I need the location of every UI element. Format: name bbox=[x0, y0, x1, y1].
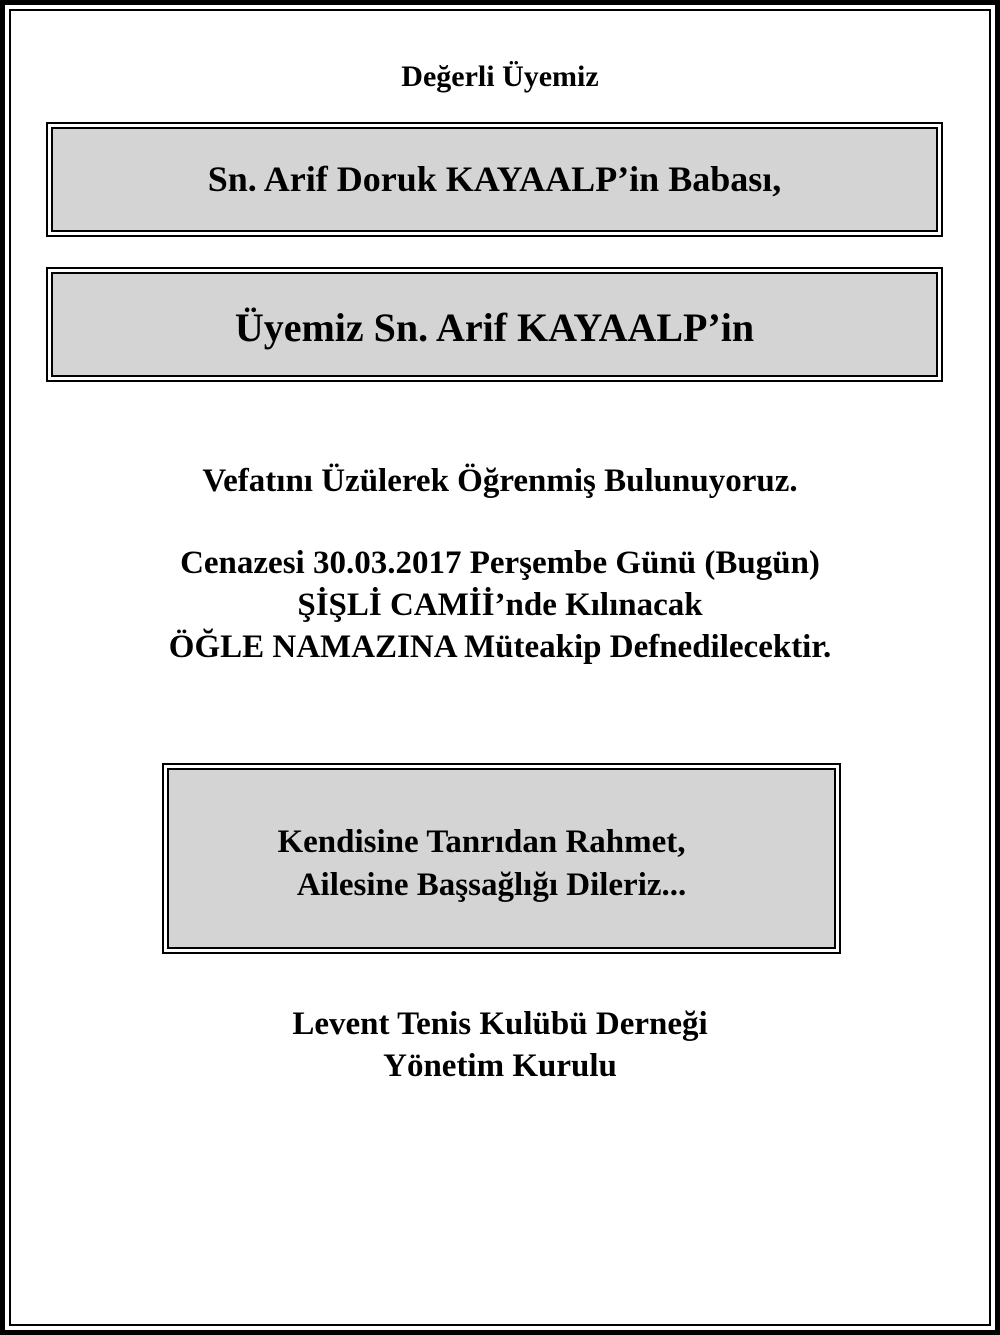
greeting: Değerli Üyemiz bbox=[401, 60, 599, 93]
condolence-box-fill bbox=[167, 768, 836, 949]
funeral-line-3: ÖĞLE NAMAZINA Müteakip Defnedilecektir. bbox=[168, 629, 832, 665]
name-box-1 bbox=[46, 122, 943, 237]
name-box-1-fill bbox=[51, 127, 938, 232]
name-box-2-fill bbox=[51, 272, 938, 377]
condolence-line-2: Ailesine Başsağlığı Dileriz... bbox=[296, 867, 687, 903]
funeral-line-2: ŞİŞLİ CAMİİ’nde Kılınacak bbox=[297, 587, 703, 623]
name-box-2-text: Üyemiz Sn. Arif KAYAALP’in bbox=[234, 305, 755, 350]
funeral-line-1: Cenazesi 30.03.2017 Perşembe Günü (Bugün) bbox=[180, 545, 820, 581]
condolence-line-1: Kendisine Tanrıdan Rahmet, bbox=[277, 824, 686, 860]
name-box-2 bbox=[46, 267, 943, 382]
signature-organization: Levent Tenis Kulübü Derneği bbox=[292, 1006, 708, 1042]
name-box-1-text: Sn. Arif Doruk KAYAALP’in Babası, bbox=[207, 159, 782, 199]
announcement: Vefatını Üzülerek Öğrenmiş Bulunuyoruz. bbox=[202, 463, 798, 499]
signature-board: Yönetim Kurulu bbox=[383, 1048, 617, 1084]
condolence-box bbox=[162, 763, 841, 954]
